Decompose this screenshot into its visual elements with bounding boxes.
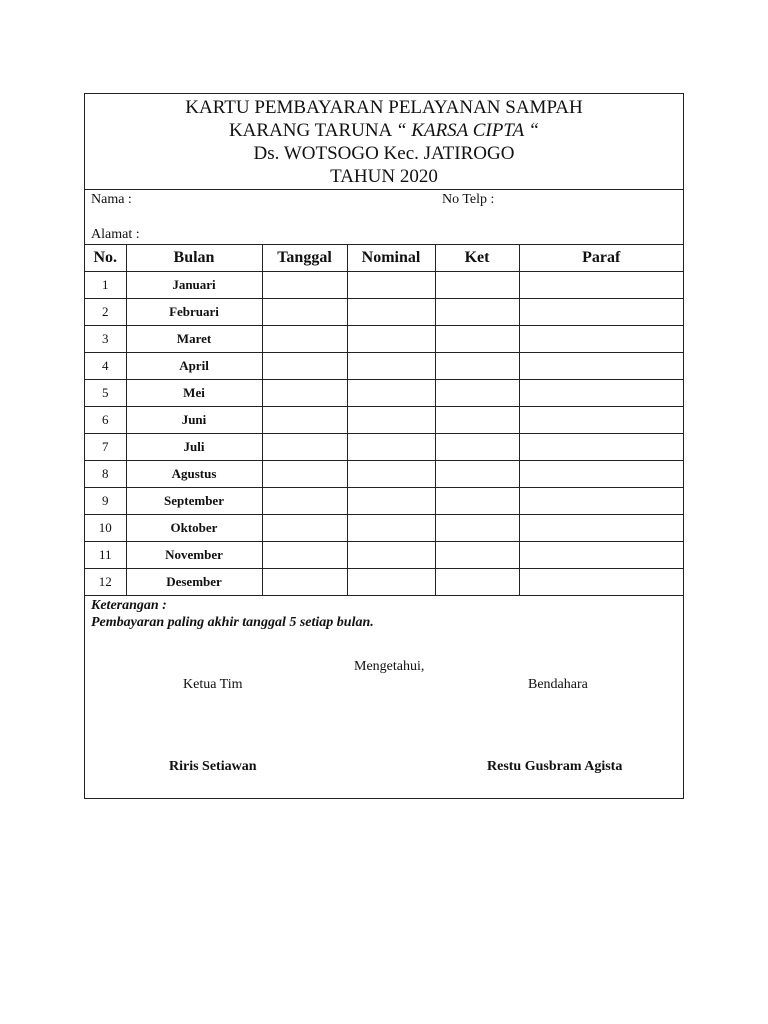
paraf-cell <box>519 569 683 596</box>
tanggal-cell <box>262 569 347 596</box>
tanggal-cell <box>262 299 347 326</box>
table-row <box>85 380 683 407</box>
paraf-cell <box>519 272 683 299</box>
tanggal-cell <box>262 515 347 542</box>
card-title: KARTU PEMBAYARAN PELAYANAN SAMPAH <box>185 97 583 118</box>
paraf-cell <box>519 326 683 353</box>
row-bulan: Agustus <box>126 461 262 488</box>
row-bulan: November <box>126 542 262 569</box>
header-nominal: Nominal <box>347 245 435 272</box>
tanggal-cell <box>262 542 347 569</box>
paraf-cell <box>519 488 683 515</box>
row-no: 1 <box>85 272 126 299</box>
row-bulan: Juli <box>126 434 262 461</box>
paraf-cell <box>519 434 683 461</box>
nominal-cell <box>347 380 435 407</box>
row-bulan: Maret <box>126 326 262 353</box>
header-ket: Ket <box>435 245 519 272</box>
table-row <box>85 272 683 299</box>
row-bulan: Oktober <box>126 515 262 542</box>
paraf-cell <box>519 299 683 326</box>
paraf-cell <box>519 461 683 488</box>
header-tanggal: Tanggal <box>262 245 347 272</box>
table-row <box>85 461 683 488</box>
ket-cell <box>435 461 519 488</box>
card-header <box>85 94 683 190</box>
ket-cell <box>435 380 519 407</box>
tanggal-cell <box>262 326 347 353</box>
row-bulan: September <box>126 488 262 515</box>
alamat-label: Alamat : <box>91 227 140 242</box>
nominal-cell <box>347 515 435 542</box>
row-no: 10 <box>85 515 126 542</box>
ket-cell <box>435 569 519 596</box>
ketua-name: Riris Setiawan <box>169 759 257 774</box>
row-bulan: Juni <box>126 407 262 434</box>
mengetahui-label: Mengetahui, <box>354 659 425 674</box>
customer-info <box>85 190 683 245</box>
tanggal-cell <box>262 353 347 380</box>
ket-cell <box>435 272 519 299</box>
tanggal-cell <box>262 434 347 461</box>
header-bulan: Bulan <box>126 245 262 272</box>
village-district: Ds. WOTSOGO Kec. JATIROGO <box>253 143 515 164</box>
ket-cell <box>435 353 519 380</box>
nominal-cell <box>347 326 435 353</box>
row-no: 12 <box>85 569 126 596</box>
nominal-cell <box>347 461 435 488</box>
ket-cell <box>435 407 519 434</box>
table-row <box>85 542 683 569</box>
nominal-cell <box>347 434 435 461</box>
tanggal-cell <box>262 488 347 515</box>
paraf-cell <box>519 515 683 542</box>
row-no: 9 <box>85 488 126 515</box>
row-bulan: Desember <box>126 569 262 596</box>
payment-card <box>84 93 684 799</box>
tanggal-cell <box>262 407 347 434</box>
year-label: TAHUN 2020 <box>330 166 438 187</box>
nominal-cell <box>347 542 435 569</box>
bendahara-name: Restu Gusbram Agista <box>487 759 623 774</box>
paraf-cell <box>519 380 683 407</box>
organization-prefix: KARANG TARUNA <box>228 120 396 141</box>
nama-label: Nama : <box>91 192 132 207</box>
row-no: 7 <box>85 434 126 461</box>
table-row <box>85 569 683 596</box>
nominal-cell <box>347 272 435 299</box>
ket-cell <box>435 488 519 515</box>
row-no: 11 <box>85 542 126 569</box>
table-row <box>85 326 683 353</box>
ket-cell <box>435 515 519 542</box>
row-bulan: April <box>126 353 262 380</box>
ket-cell <box>435 299 519 326</box>
row-no: 5 <box>85 380 126 407</box>
table-row <box>85 407 683 434</box>
row-no: 2 <box>85 299 126 326</box>
bendahara-title: Bendahara <box>528 677 588 692</box>
table-header-row <box>85 245 683 272</box>
paraf-cell <box>519 407 683 434</box>
row-bulan: Mei <box>126 380 262 407</box>
tanggal-cell <box>262 380 347 407</box>
ket-cell <box>435 434 519 461</box>
telp-label: No Telp : <box>442 192 495 207</box>
table-row <box>85 488 683 515</box>
nominal-cell <box>347 488 435 515</box>
row-bulan: Januari <box>126 272 262 299</box>
table-row <box>85 353 683 380</box>
keterangan-label: Keterangan : <box>91 598 167 613</box>
header-no: No. <box>85 245 126 272</box>
table-row <box>85 434 683 461</box>
nominal-cell <box>347 407 435 434</box>
row-no: 8 <box>85 461 126 488</box>
table-row <box>85 299 683 326</box>
row-bulan: Februari <box>126 299 262 326</box>
row-no: 4 <box>85 353 126 380</box>
paraf-cell <box>519 542 683 569</box>
ketua-title: Ketua Tim <box>183 677 243 692</box>
organization-brand: “ KARSA CIPTA “ <box>395 120 540 141</box>
header-paraf: Paraf <box>519 245 683 272</box>
payment-table <box>85 245 683 596</box>
tanggal-cell <box>262 272 347 299</box>
organization-name <box>85 119 683 142</box>
ket-cell <box>435 542 519 569</box>
paraf-cell <box>519 353 683 380</box>
keterangan-text: Pembayaran paling akhir tanggal 5 setiap bulan. <box>91 615 374 630</box>
nominal-cell <box>347 299 435 326</box>
nominal-cell <box>347 353 435 380</box>
ket-cell <box>435 326 519 353</box>
tanggal-cell <box>262 461 347 488</box>
table-row <box>85 515 683 542</box>
nominal-cell <box>347 569 435 596</box>
row-no: 6 <box>85 407 126 434</box>
card-footer <box>85 598 683 798</box>
row-no: 3 <box>85 326 126 353</box>
